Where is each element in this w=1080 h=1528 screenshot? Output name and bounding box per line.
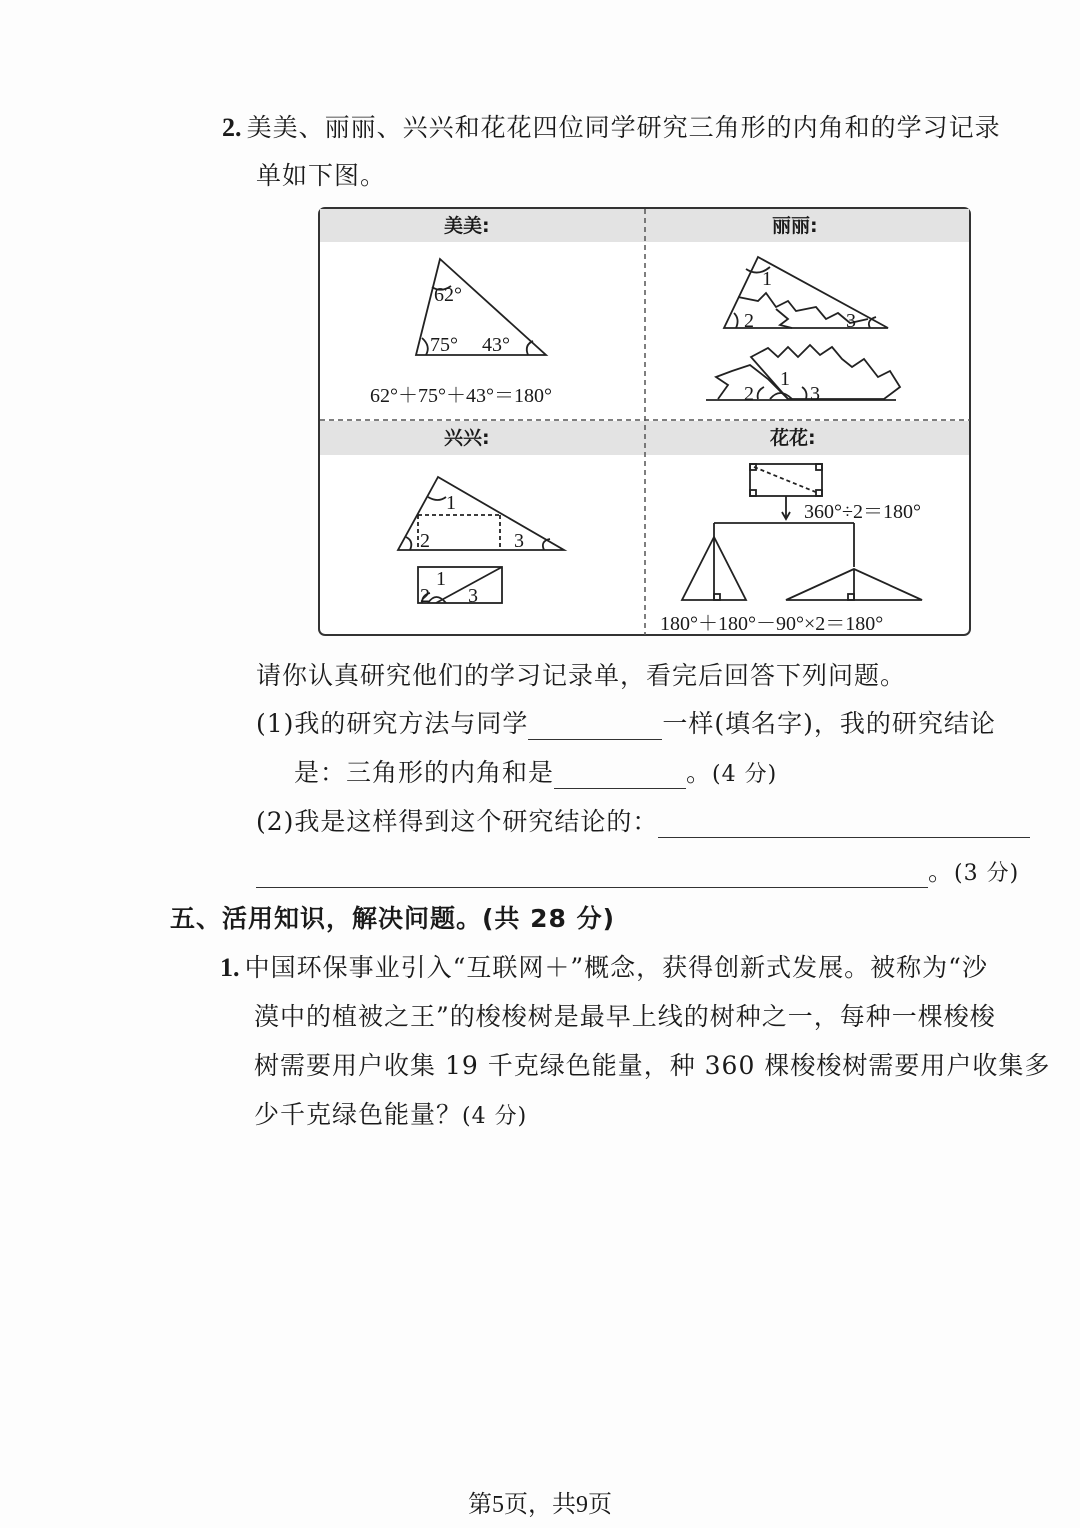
panel-name-huahua: 花花: bbox=[770, 427, 816, 449]
xingxing-label-1: 1 bbox=[446, 492, 456, 514]
blank-reasoning-line-2[interactable] bbox=[256, 859, 928, 888]
panel-name-xingxing: 兴兴: bbox=[444, 427, 490, 449]
panel-name-meimei: 美美: bbox=[444, 215, 490, 237]
lili-label-1: 1 bbox=[762, 268, 772, 290]
lili-label-2b: 2 bbox=[744, 383, 754, 405]
blank-angle-sum-answer[interactable] bbox=[554, 760, 686, 789]
angle-62: 62° bbox=[434, 284, 462, 306]
sub-question-1-line-1 bbox=[256, 704, 996, 740]
question-text: 美美、丽丽、兴兴和花花四位同学研究三角形的内角和的学习记录 bbox=[246, 113, 1001, 142]
huahua-equation-2: 180°＋180°－90°×2＝180° bbox=[660, 613, 884, 635]
question-2-line-1 bbox=[222, 108, 1001, 144]
sub-question-2-text: (2)我是这样得到这个研究结论的： bbox=[256, 807, 659, 836]
blank-name-answer[interactable] bbox=[528, 711, 662, 740]
sub-question-1-score: (4 分) bbox=[712, 762, 778, 787]
study-record-figure bbox=[318, 207, 972, 637]
huahua-equation-1: 360°÷2＝180° bbox=[804, 501, 921, 523]
section-5-title: 五、活用知识，解决问题。(共 28 分) bbox=[170, 904, 616, 933]
section-5-q1-text: 少千克绿色能量？ bbox=[254, 1100, 463, 1129]
xingxing-label-3b: 3 bbox=[468, 585, 478, 607]
instruction-text: 请你认真研究他们的学习记录单，看完后回答下列问题。 bbox=[256, 661, 907, 690]
sub-question-1-line-2 bbox=[294, 753, 777, 789]
section-5-q1-line-2: 漠中的植被之王”的梭梭树是最早上线的树种之一，每种一棵梭梭 bbox=[254, 1002, 996, 1031]
lili-label-1b: 1 bbox=[780, 368, 790, 390]
question-2-line-2: 单如下图。 bbox=[256, 161, 387, 190]
section-5-q1-line-4 bbox=[254, 1095, 527, 1131]
lili-label-3: 3 bbox=[846, 310, 856, 332]
sub-question-1-text-b: 一样(填名字)，我的研究结论 bbox=[662, 709, 996, 738]
sub-question-1-text-a: (1)我的研究方法与同学 bbox=[256, 709, 529, 738]
question-number: 2. bbox=[222, 113, 242, 142]
xingxing-label-1b: 1 bbox=[436, 568, 446, 590]
panel-name-lili: 丽丽: bbox=[772, 215, 818, 237]
sub-question-1-text-c: 是：三角形的内角和是 bbox=[294, 758, 555, 787]
section-5-q1-score: (4 分) bbox=[462, 1104, 528, 1129]
sub-question-2-line-2 bbox=[256, 852, 1019, 888]
question-text: 中国环保事业引入“互联网＋”概念，获得创新式发展。被称为“沙 bbox=[244, 953, 988, 982]
xingxing-label-2: 2 bbox=[420, 530, 430, 552]
xingxing-label-2b: 2 bbox=[420, 585, 430, 607]
xingxing-label-3: 3 bbox=[514, 530, 524, 552]
sub-question-2-line-1 bbox=[256, 802, 1030, 838]
angle-43: 43° bbox=[482, 334, 510, 356]
sub-question-1-end: 。 bbox=[686, 758, 713, 787]
question-number: 1. bbox=[220, 953, 240, 982]
sub-question-2-end: 。 bbox=[928, 857, 955, 886]
section-5-q1-line-1 bbox=[220, 948, 988, 984]
blank-reasoning-line-1[interactable] bbox=[658, 809, 1030, 838]
sub-question-2-score: (3 分) bbox=[954, 861, 1020, 886]
page-footer: 第5页，共9页 bbox=[468, 1492, 612, 1518]
meimei-equation: 62°＋75°＋43°＝180° bbox=[370, 385, 552, 407]
lili-label-2: 2 bbox=[744, 310, 754, 332]
angle-75: 75° bbox=[430, 334, 458, 356]
section-5-q1-line-3: 树需要用户收集 19 千克绿色能量，种 360 棵梭梭树需要用户收集多 bbox=[254, 1051, 1051, 1080]
lili-label-3b: 3 bbox=[810, 383, 820, 405]
